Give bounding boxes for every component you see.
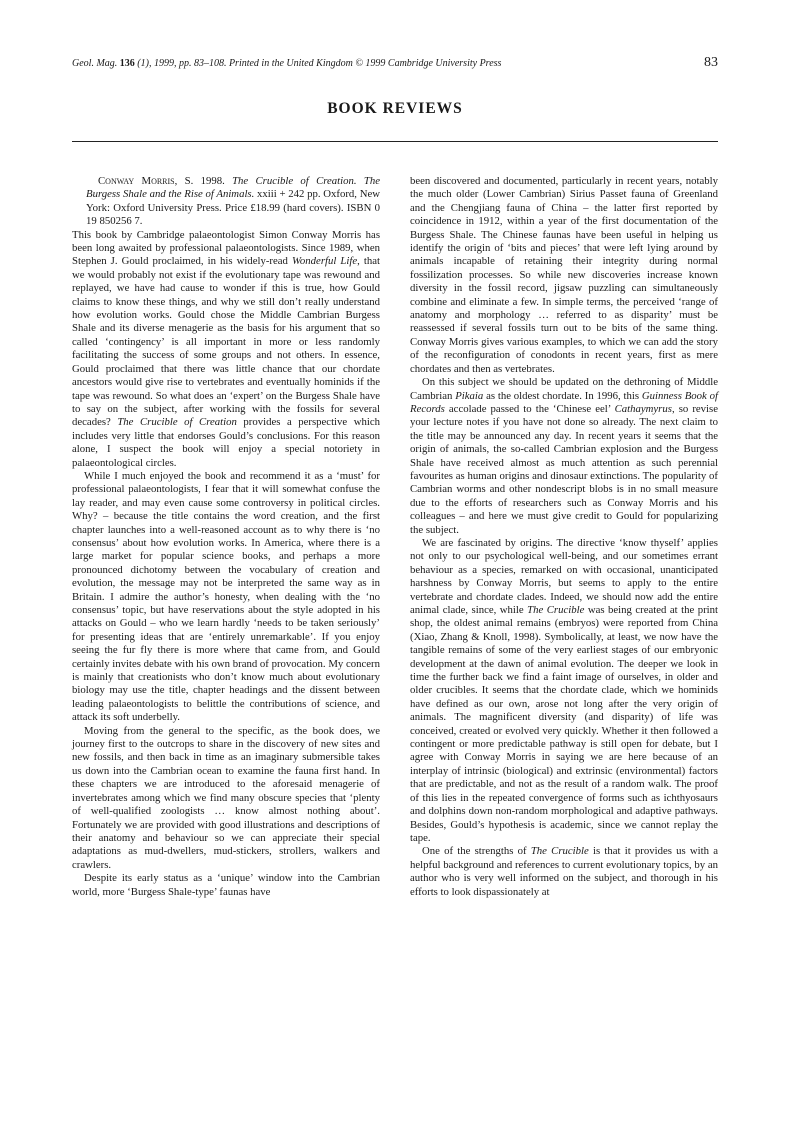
paragraph-6-text-e: accolade passed to the ‘Chinese eel’ xyxy=(444,402,615,415)
citation-details: xxiii + 242 pp. Oxford, New York: Oxford University Press. Price £18.99 (hard covers). ISBN 0 19 850256 7. xyxy=(86,188,381,228)
paragraph-1-text-e: provides a perspective which includes very little that endorses Gould’s conclusions. For this reason alone, I suspect the book will enjoy a special notoriety in palaeontological circles. xyxy=(72,416,380,469)
citation-title: The Crucible of Creation. The Burgess Shale and the Rise of Animals. xyxy=(86,175,381,201)
right-column xyxy=(410,175,718,899)
citation-author: Conway Morris xyxy=(98,175,175,187)
citation-year: , S. 1998. xyxy=(174,175,233,187)
paragraph-3: Moving from the general to the specific, as the book does, we journey first to the outcrops to share in the discovery of new sites and new fossils, and then back in time as an imaginary submersible takes us down into the Cambrian ocean to examine the fauna first hand. In these chapters we are introduced to the aforesaid menagerie of invertebrates among which we find many obscure species that ‘plenty of well-qualified zoologists … know almost nothing about’. Fortunately we are provided with good illustrations and descriptions of their anatomy and behaviour so we can appreciate their special adaptations as mud-dwellers, mud-stickers, strollers, walkers and crawlers. xyxy=(72,724,380,871)
paragraph-5: been discovered and documented, particularly in recent years, notably the much older (Lower Cambrian) Sirius Passet fauna of Greenland and the Chengjiang fauna of China – the latter first reported by coincidence in 1912, within a year of the first documentation of the Burgess Shale. The Chinese faunas have been useful in helping us identify the origin of ‘bits and pieces’ that were left lying around by animals incapable of retaining their integrity during normal fossilization processes. So while new discoveries increase known diversity in the fossil record, jigsaw puzzling can simultaneously combine and eliminate a few. In simple terms, the perceived ‘range of anatomy and morphology … referred to as disparity’ must be reassessed if several fossils turn out to be bits of the same thing. Conway Morris gives various examples, to which we can add the story of the reconfiguration of conodonts in recent years, first as mere chordates and then as vertebrates. xyxy=(410,175,718,375)
section-title: BOOK REVIEWS xyxy=(327,100,463,117)
running-head xyxy=(72,55,718,74)
paragraph-7 xyxy=(410,537,718,845)
journal-volume: 136 xyxy=(119,58,135,69)
paragraph-7-text-c: was being created at the print shop, the oldest animal remains (embryos) were reported from China (Xiao, Zhang & Knoll, 1998). Symbolically, at least, we now have the tangible remains of some of the very earliest stages of our embryonic development at the dawn of animal evolution. The deeper we look in time the further back we find a faint image of ourselves, in older and older crucibles. It seems that the chordate clade, which we hominids have defined as our own, arose not long after the very origin of animals. The magnificent diversity (and disparity) of life was conceived, created or evolved very quickly. Whether it then followed a contingent or more predictable pathway is still open for debate, but I agree with Conway Morris in saying we are here because of an interplay of intrinsic (biological) and extrinsic (environmental) factors that are predictable, and not as the result of a random walk. The proof of this lies in the repeated convergence of forms such as ichthyosaurs and dolphins down non-random morphological and adaptive pathways. Besides, Gould’s hypothesis is academic, since we cannot replay the tape. xyxy=(410,604,719,844)
paragraph-6-italic-d: Guinness Book of Records xyxy=(410,389,718,415)
paragraph-1-text-c: , that we would probably not exist if the evolutionary tape was rewound and replayed, we have had cause to wonder if this is true, how Gould claims to know these things, and why we still don’t really understand how evolution works. Gould chose the Middle Cambrian Burgess Shale and its diverse menagerie as the basis for his argument that so called ‘contingency’ is all important in more or less randomly facilitating the success of some groups and not others. In essence, Gould proclaimed that there was little chance that our chordate ancestors would give rise to vertebrates and eventually hominids if the tape was rewound. So what does an ‘expert’ on the Burgess Shale have to say on the subject, after working with the fossils for several decades? xyxy=(72,255,380,429)
paragraph-1-italic-d: The Crucible of Creation xyxy=(117,416,237,429)
paragraph-4: Despite its early status as a ‘unique’ window into the Cambrian world, more ‘Burgess Shale-type’ faunas have xyxy=(72,872,380,898)
paragraph-6-text-a: On this subject we should be updated on the dethroning of Middle Cambrian xyxy=(410,376,718,402)
journal-issue-pages: (1), 1999, pp. 83–108. Printed in the United Kingdom © 1999 Cambridge University Press xyxy=(134,58,502,69)
paragraph-6-text-c: as the oldest chordate. In 1996, this xyxy=(483,389,642,402)
left-column xyxy=(72,175,380,899)
paragraph-1-italic-b: Wonderful Life xyxy=(291,255,358,268)
paragraph-8-text-a: One of the strengths of xyxy=(422,845,531,858)
book-citation xyxy=(72,175,380,229)
journal-abbrev: Geol. Mag. xyxy=(72,58,118,69)
paragraph-6-text-g: , so revise your lecture notes if you have not done so already. The next claim to the title may be announced any day. In recent years it seems that the origin of animals, the so-called Cambrian explosion and the Burgess Shale have received almost as much attention as such perennial favourites as human origins and dinosaur extinctions. The popularity of Cambrian worms and other nondescript blobs is in no small measure due to the efforts of researchers such as Conway Morris and his colleagues – and here we must give credit to Gould for popularizing the subject. xyxy=(410,402,718,536)
paragraph-8 xyxy=(410,845,718,899)
paragraph-8-text-c: is that it provides us with a helpful background and references to current evolutionary topics, by an author who is very well informed on the subject, and thorough in his efforts to look dispassionately at xyxy=(410,845,718,898)
paragraph-7-italic-b: The Crucible xyxy=(527,604,585,616)
paragraph-1 xyxy=(72,229,380,470)
paragraph-7-text-a: We are fascinated by origins. The directive ‘know thyself’ applies not only to our psychological well-being, and our sometimes errant behaviour as a species, remarked on with occasional, unanticipated harshness by Conway Morris, but seems to apply to the entire vertebrate and chordate clades. Indeed, we should now add the entire animal clade, since, while xyxy=(410,536,718,616)
page-number: 83 xyxy=(704,55,718,70)
paragraph-2: While I much enjoyed the book and recommend it as a ‘must’ for professional palaeontologists, I fear that it will somewhat confuse the lay reader, and may even cause some controversy in political circles. Why? – because the title contains the word creation, and the first chapter launches into a well-reasoned account as to why there is ‘no consensus’ about how evolution works. In America, where there is a large market for popular science books, and perhaps a more pronounced dichotomy between the vocabulary of creation and evolution, the message may not be interpreted the same way as in Britain. I admire the author’s honesty, when dealing with the ‘no consensus’ topic, but have reservations about the style adopted in his attacks on Gould – who we learn hardly ‘needs to be taken seriously’ for presenting ideas that are ‘entirely unremarkable’. If you enjoy seeing the fur fly there is more where that came from, and Gould certainly invites debate with his own brand of provocation. My concern is mainly that creationists who don’t know much about evolutionary biology may use the title, chapter headings and the dissent between leading palaeontologists to belittle the contributions of science, and attack its soft underbelly. xyxy=(72,469,380,724)
paragraph-6 xyxy=(410,376,718,537)
paragraph-1-text-a: This book by Cambridge palaeontologist Simon Conway Morris has been long awaited by professional palaeontologists. Since 1989, when Stephen J. Gould proclaimed, in his widely-read xyxy=(72,228,380,268)
paragraph-6-italic-b: Pikaia xyxy=(455,389,484,402)
header-rule xyxy=(72,141,718,142)
paragraph-8-italic-b: The Crucible xyxy=(530,845,589,858)
paragraph-6-italic-f: Cathaymyrus xyxy=(614,402,672,415)
